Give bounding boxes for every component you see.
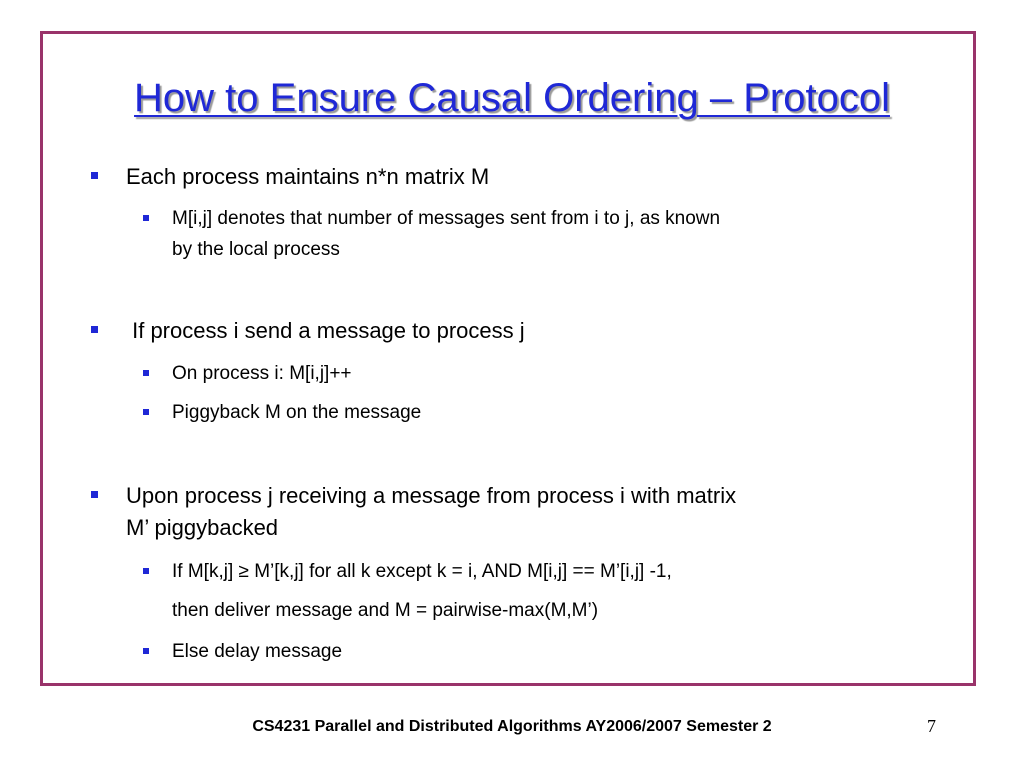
bullet-point-2: If process i send a message to process j <box>126 318 525 343</box>
bullet-point-3-line-1: Upon process j receiving a message from process i with matrix <box>126 483 737 508</box>
bullet-point-3-line-2: M’ piggybacked <box>126 515 279 540</box>
bullet-marker <box>91 491 98 498</box>
sub-bullet-marker <box>143 215 149 221</box>
sub-bullet-3-1-line-1: If M[k,j] ≥ M’[k,j] for all k except k = i, AND M[i,j] == M’[i,j] -1, <box>172 561 672 582</box>
sub-bullet-2-1: On process i: M[i,j]++ <box>172 363 352 384</box>
bullet-marker <box>91 326 98 333</box>
sub-bullet-marker <box>143 370 149 376</box>
sub-bullet-2-2: Piggyback M on the message <box>172 402 422 423</box>
sub-bullet-marker <box>143 409 149 415</box>
sub-bullet-1-1-line-2: by the local process <box>172 239 340 260</box>
slide-title: How to Ensure Causal Ordering – Protocol <box>134 76 890 120</box>
bullet-point-1: Each process maintains n*n matrix M <box>126 164 490 189</box>
sub-bullet-marker <box>143 648 149 654</box>
sub-bullet-3-2: Else delay message <box>172 641 343 662</box>
sub-bullet-marker <box>143 568 149 574</box>
bullet-marker <box>91 172 98 179</box>
sub-bullet-3-1-line-2: then deliver message and M = pairwise-max(M,M’) <box>172 600 599 621</box>
page-number: 7 <box>927 716 936 736</box>
sub-bullet-1-1-line-1: M[i,j] denotes that number of messages sent from i to j, as known <box>172 208 721 229</box>
slide-footer: CS4231 Parallel and Distributed Algorithms AY2006/2007 Semester 2 <box>252 718 772 735</box>
